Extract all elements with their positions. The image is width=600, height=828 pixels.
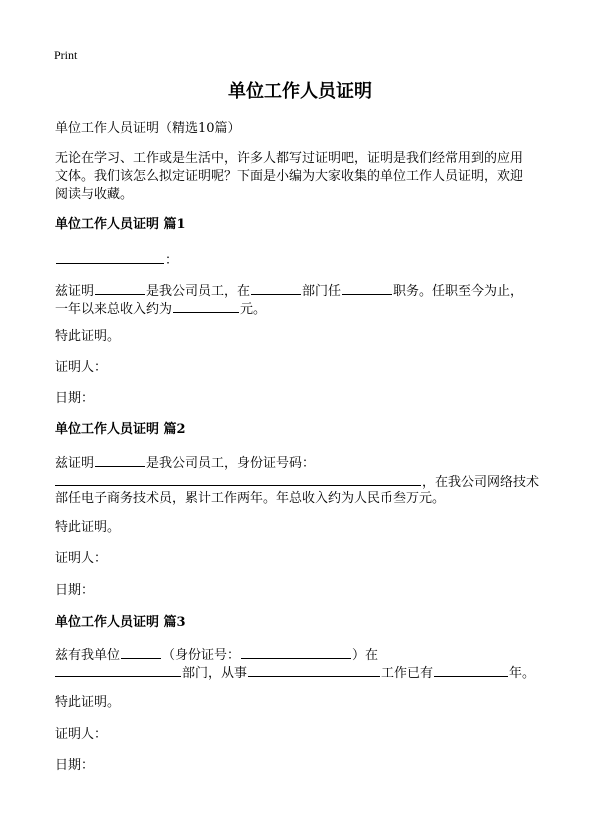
section-1-line-2: 一年以来总收入约为 元。 — [55, 299, 266, 319]
section-2-line-3: 部任电子商务技术员，累计工作两年。年总收入约为人民币叁万元。 — [55, 491, 446, 506]
blank-field — [241, 645, 351, 659]
section-3-line-2: 部门，从事 工作已有 年。 — [55, 663, 535, 683]
blank-field — [95, 453, 145, 467]
intro-line-3: 阅读与收藏。 — [55, 187, 134, 202]
blank-field — [434, 663, 508, 677]
blank-field — [342, 281, 392, 295]
section-2-date: 日期： — [55, 583, 95, 598]
section-3-special: 特此证明。 — [55, 695, 121, 710]
blank-field — [55, 663, 181, 677]
section-1-heading: 单位工作人员证明 篇1 — [55, 217, 186, 232]
blank-field — [56, 250, 164, 264]
intro-line-1: 无论在学习、工作或是生活中，许多人都写过证明吧，证明是我们经常用到的应用 — [55, 151, 524, 166]
intro-line-2: 文体。我们该怎么拟定证明呢？下面是小编为大家收集的单位工作人员证明，欢迎 — [55, 169, 524, 184]
section-1-prover: 证明人： — [55, 360, 108, 375]
section-2-special: 特此证明。 — [55, 520, 121, 535]
print-link[interactable]: Print — [54, 48, 78, 62]
section-3-prover: 证明人： — [55, 727, 108, 742]
section-2-line-2: ，在我公司网络技术 — [55, 472, 539, 492]
blank-field — [121, 645, 161, 659]
section-3-date: 日期： — [55, 758, 95, 773]
section-1-date: 日期： — [55, 391, 95, 406]
section-1-line-1: 兹证明 是我公司员工，在 部门任 职务。任职至今为止， — [55, 281, 523, 301]
section-3-line-1: 兹有我单位 （身份证号： ）在 — [55, 645, 378, 665]
section-2-line-1: 兹证明 是我公司员工，身份证号码： — [55, 453, 315, 473]
blank-field — [55, 472, 421, 486]
section-2-heading: 单位工作人员证明 篇2 — [55, 422, 186, 437]
page-title: 单位工作人员证明 — [228, 81, 372, 102]
document-subtitle: 单位工作人员证明（精选10篇） — [55, 121, 241, 136]
blank-field — [251, 281, 301, 295]
section-2-prover: 证明人： — [55, 551, 108, 566]
blank-field — [173, 299, 239, 313]
section-3-heading: 单位工作人员证明 篇3 — [55, 615, 186, 630]
blank-field — [248, 663, 380, 677]
section-1-addressee: ： — [55, 250, 178, 270]
section-1-special: 特此证明。 — [55, 329, 121, 344]
blank-field — [95, 281, 145, 295]
